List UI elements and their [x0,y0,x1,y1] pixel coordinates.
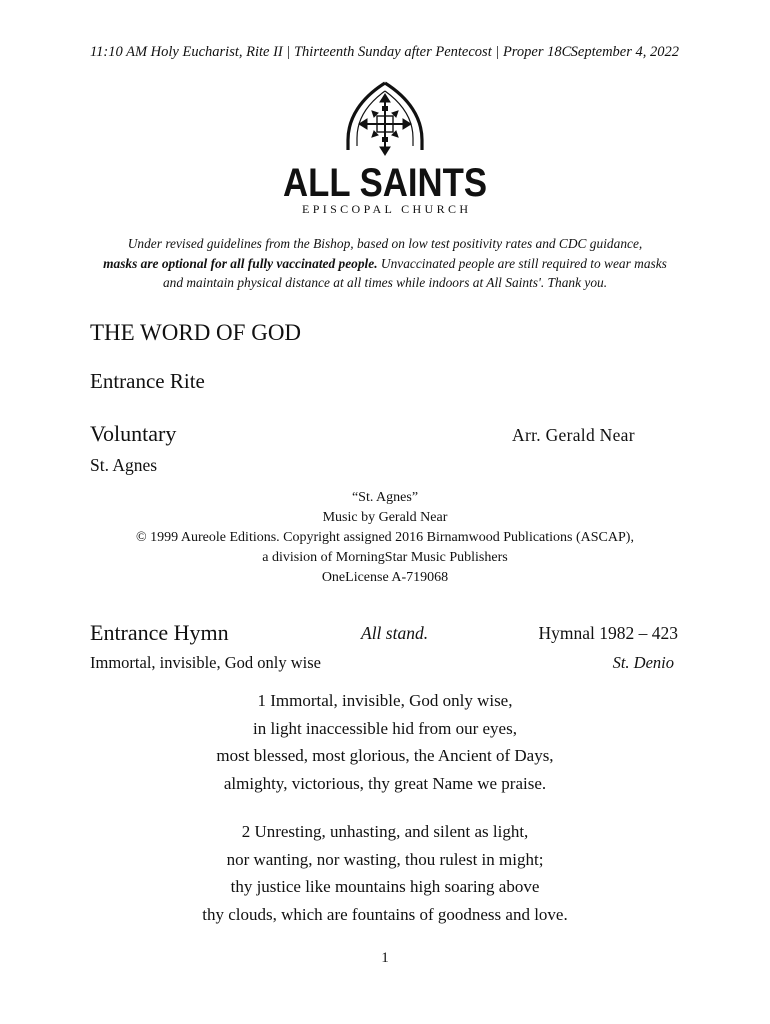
section-heading: THE WORD OF GOD [90,320,302,345]
verse-line: 2 Unresting, unhasting, and silent as light, [241,822,529,841]
hymn-tune: St. Denio [612,653,674,672]
mask-notice [80,234,690,293]
copyright-line: a division of MorningStar Music Publishers [262,550,508,565]
hymn-title: Entrance Hymn [90,620,229,645]
logo-subtitle: EPISCOPAL CHURCH [302,202,468,216]
notice-line: and maintain physical distance at all times while indoors at All Saints'. Thank you. [162,275,608,291]
logo-wordmark: ALL SAINTS [283,161,487,205]
hymn-verse-2 [100,818,670,928]
copyright-line: “St. Agnes” [351,490,419,505]
notice-emphasis: masks are optional for all fully vaccinated people. [103,255,378,271]
hymn-source: Hymnal 1982 – 423 [538,623,678,643]
verse-line: thy clouds, which are fountains of goodness and love. [202,904,568,924]
subsection-heading: Entrance Rite [90,369,205,393]
verse-line: in light inaccessible hid from our eyes, [253,718,517,738]
service-line: 11:10 AM Holy Eucharist, Rite II | Thirteenth Sunday after Pentecost | Proper 18C [90,44,572,60]
service-date: September 4, 2022 [570,44,679,60]
notice-line [80,254,690,274]
notice-line: Under revised guidelines from the Bishop, based on low test positivity rates and CDC guidance, [127,236,643,251]
verse-line: almighty, victorious, thy great Name we praise. [223,773,547,793]
hymn-verse-1 [100,687,670,797]
verse-line: most blessed, most glorious, the Ancient of Days, [216,746,554,765]
notice-text: Unvaccinated people are still required to wear masks [377,255,667,271]
page-number: 1 [381,950,389,966]
voluntary-tune: St. Agnes [90,455,158,475]
copyright-line: OneLicense A-719068 [321,570,449,585]
copyright-line: © 1999 Aureole Editions. Copyright assigned 2016 Birnamwood Publications (ASCAP), [136,530,634,545]
voluntary-title: Voluntary [90,421,177,446]
church-logo [279,80,491,218]
verse-line: 1 Immortal, invisible, God only wise, [257,691,513,710]
copyright-line: Music by Gerald Near [322,510,448,525]
hymn-direction: All stand. [361,623,429,643]
compass-cross-icon [359,94,411,155]
copyright-block [100,488,670,588]
hymn-name: Immortal, invisible, God only wise [90,653,321,672]
verse-line: thy justice like mountains high soaring above [230,877,540,896]
voluntary-credit: Arr. Gerald Near [512,425,635,445]
verse-line: nor wanting, nor wasting, thou rulest in might; [226,849,544,869]
